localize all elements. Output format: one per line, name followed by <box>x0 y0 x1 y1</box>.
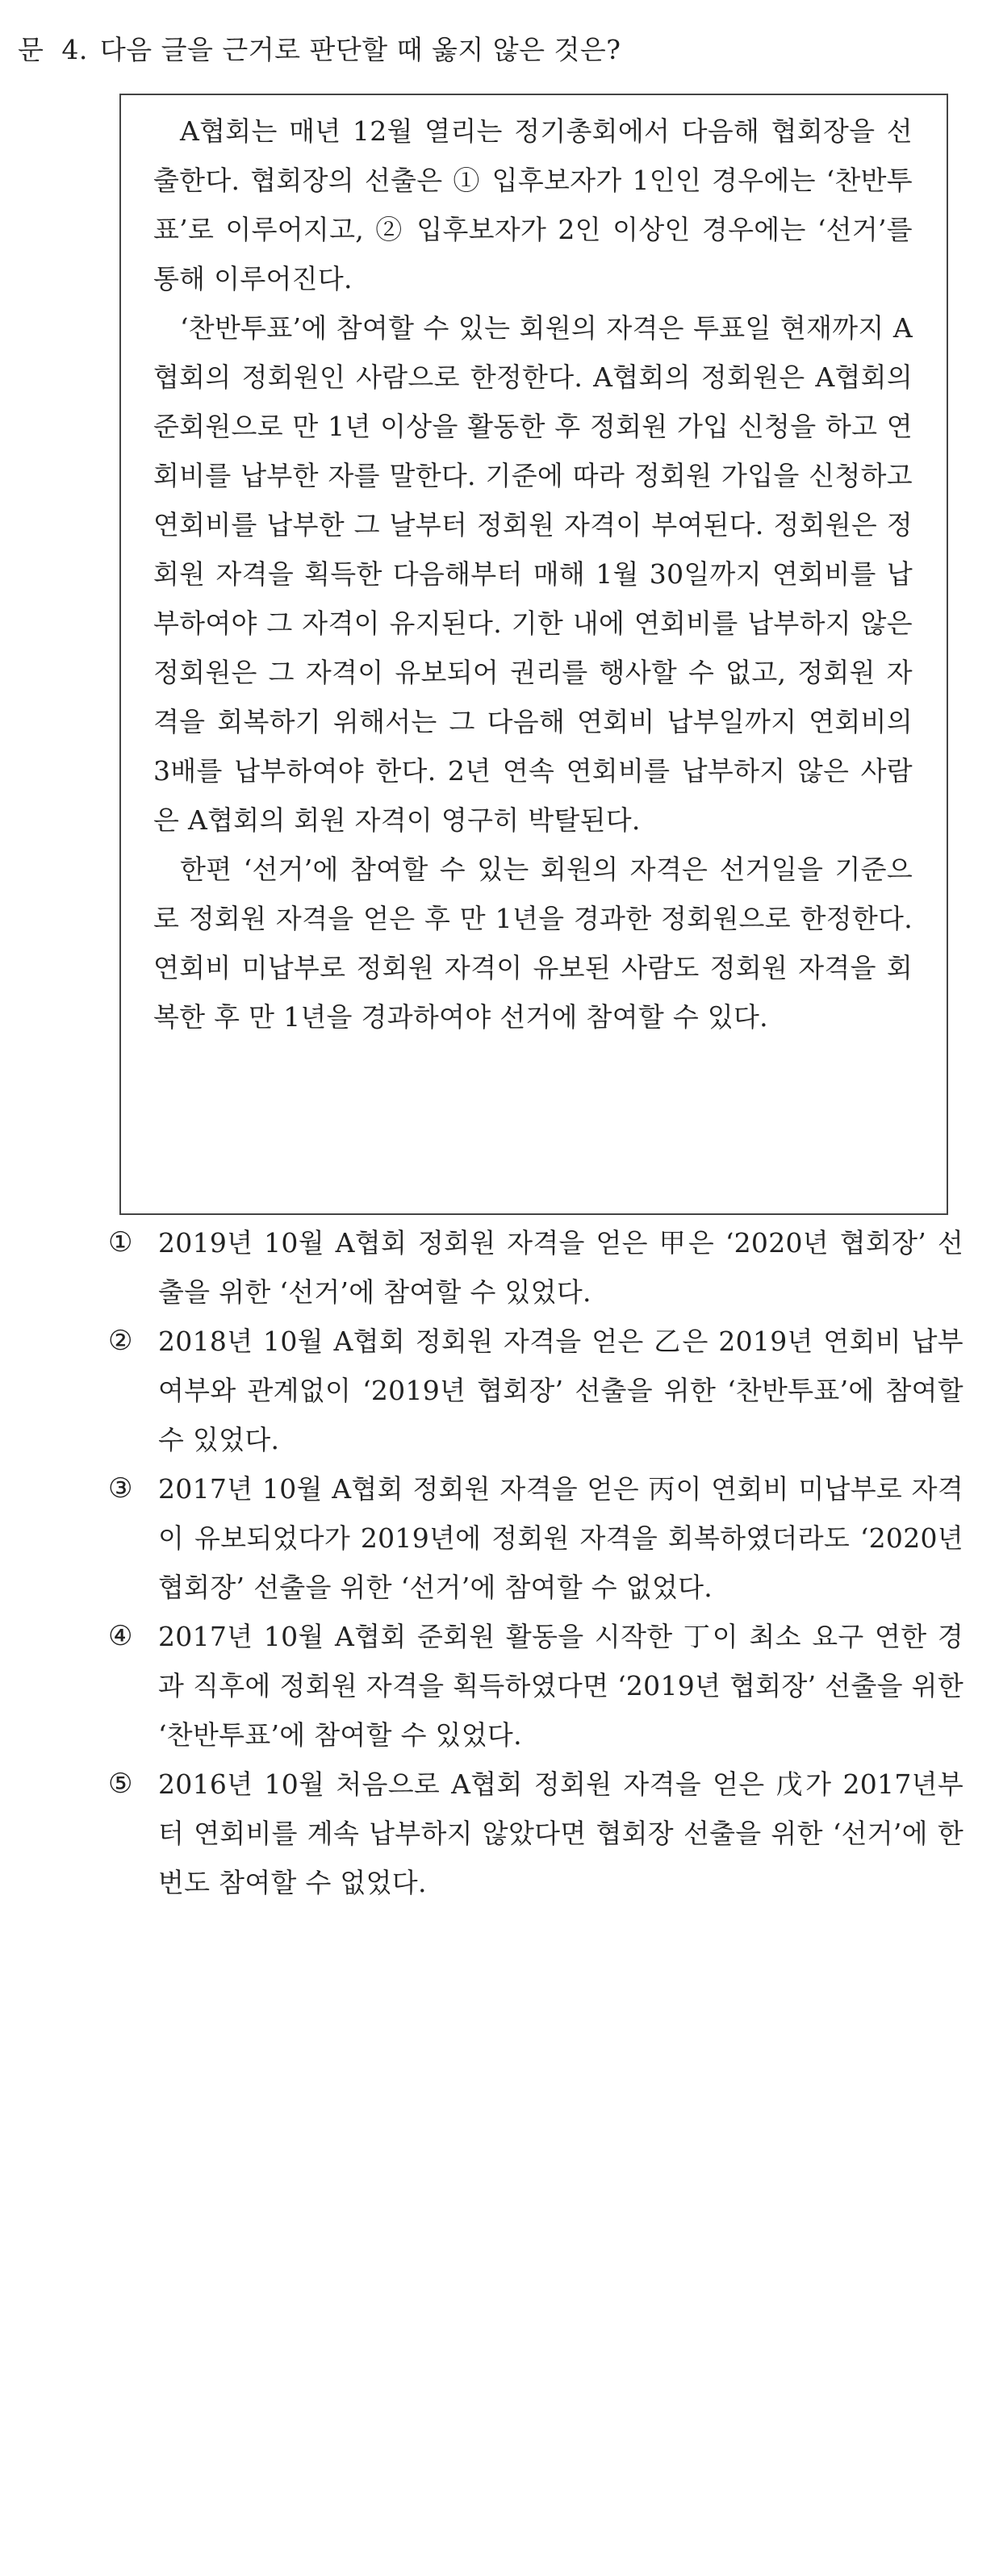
option-text: 2019년 10월 A협회 정회원 자격을 얻은 甲은 ‘2020년 협회장’ 선출을 위한 ‘선거’에 참여할 수 있었다. <box>158 1227 963 1308</box>
passage-paragraph-1: A협회는 매년 12월 열리는 정기총회에서 다음해 협회장을 선출한다. 협회장의 선출은 ① 입후보자가 1인인 경우에는 ‘찬반투표’로 이루어지고, ② 입후보자가 2인 이상인 경우에는 ‘선거’를 통해 이루어진다. <box>153 115 913 294</box>
option-text: 2018년 10월 A협회 정회원 자격을 얻은 乙은 2019년 연회비 납부 여부와 관계없이 ‘2019년 협회장’ 선출을 위한 ‘찬반투표’에 참여할 수 있었다. <box>158 1326 963 1455</box>
answer-option-4[interactable] <box>108 1612 963 1760</box>
option-text: 2017년 10월 A협회 정회원 자격을 얻은 丙이 연회비 미납부로 자격이 유보되었다가 2019년에 정회원 자격을 회복하였더라도 ‘2020년 협회장’ 선출을 위한 ‘선거’에 참여할 수 없었다. <box>158 1473 963 1603</box>
option-marker: ① <box>108 1226 133 1259</box>
passage-paragraph-3: 한편 ‘선거’에 참여할 수 있는 회원의 자격은 선거일을 기준으로 정회원 자격을 얻은 후 만 1년을 경과한 정회원으로 한정한다. 연회비 미납부로 정회원 자격이 유보된 사람도 정회원 자격을 회복한 후 만 1년을 경과하여야 선거에 참여할 수 있다. <box>153 854 913 1033</box>
option-marker: ③ <box>108 1472 133 1505</box>
question-heading <box>18 32 621 68</box>
answer-option-2[interactable] <box>108 1317 963 1464</box>
option-text: 2016년 10월 처음으로 A협회 정회원 자격을 얻은 戊가 2017년부터 연회비를 계속 납부하지 않았다면 협회장 선출을 위한 ‘선거’에 한 번도 참여할 수 없었다. <box>158 1768 963 1898</box>
question-label: 문 <box>18 34 44 65</box>
option-marker: ② <box>108 1325 133 1357</box>
answer-option-1[interactable] <box>108 1218 963 1317</box>
passage-paragraph-2: ‘찬반투표’에 참여할 수 있는 회원의 자격은 투표일 현재까지 A협회의 정회원인 사람으로 한정한다. A협회의 정회원은 A협회의 준회원으로 만 1년 이상을 활동한 후 정회원 가입 신청을 하고 연회비를 납부한 자를 말한다. 기준에 따라 정회원 가입을 신청하고 연회비를 납부한 그 날부터 정회원 자격이 부여된다. 정회원은 정회원 자격을 획득한 다음해부터 매해 1월 30일까지 연회비를 납부하여야 그 자격이 유지된다. 기한 내에 연회비를 납부하지 않은 정회원은 그 자격이 유보되어 권리를 행사할 수 없고, 정회원 자격을 회복하기 위해서는 그 다음해 연회비 납부일까지 연회비의 3배를 납부하여야 한다. 2년 연속 연회비를 납부하지 않은 사람은 A협회의 회원 자격이 영구히 박탈된다. <box>153 312 913 836</box>
answer-option-5[interactable] <box>108 1760 963 1907</box>
option-marker: ⑤ <box>108 1768 133 1800</box>
answer-options <box>108 1218 963 1907</box>
passage-box <box>119 94 948 1215</box>
option-marker: ④ <box>108 1620 133 1652</box>
answer-option-3[interactable] <box>108 1464 963 1612</box>
question-text: 다음 글을 근거로 판단할 때 옳지 않은 것은? <box>99 34 621 65</box>
question-number: 4. <box>61 34 88 65</box>
option-text: 2017년 10월 A협회 준회원 활동을 시작한 丁이 최소 요구 연한 경과 직후에 정회원 자격을 획득하였다면 ‘2019년 협회장’ 선출을 위한 ‘찬반투표’에 참여할 수 있었다. <box>158 1621 963 1751</box>
